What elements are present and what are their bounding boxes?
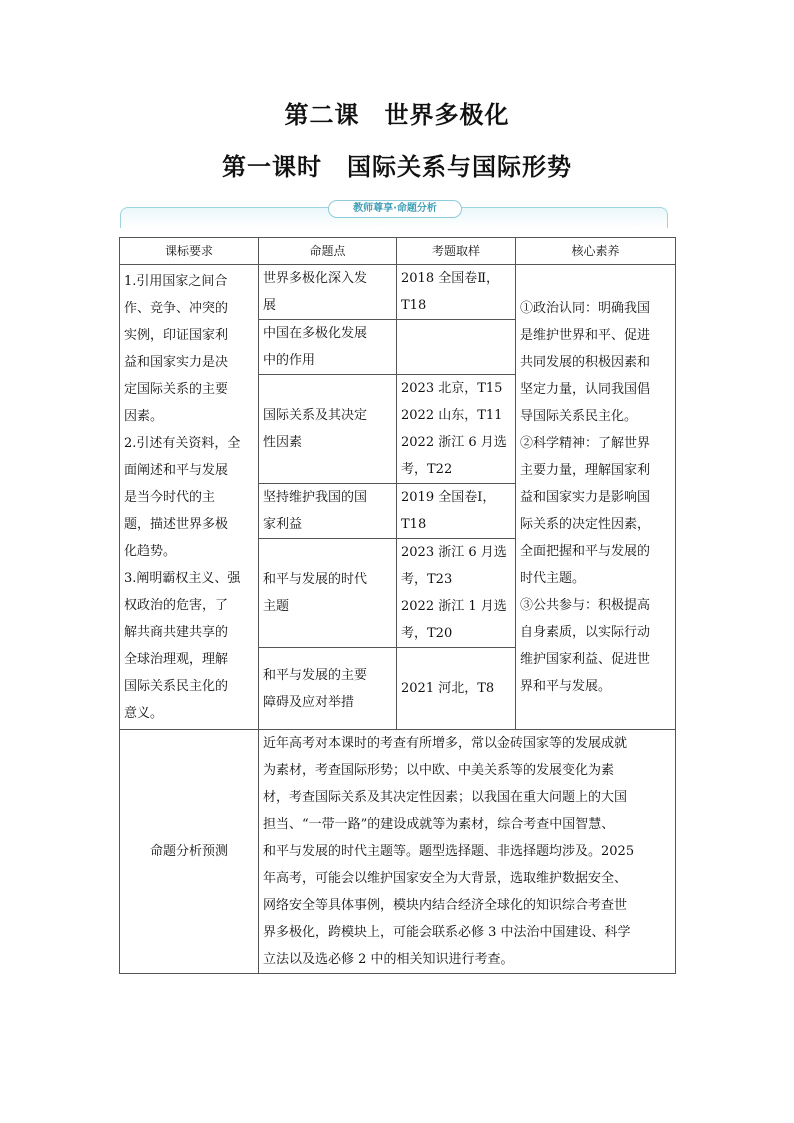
point-cell <box>259 484 397 539</box>
analysis-label: 命题分析预测 <box>120 730 259 974</box>
point-cell <box>259 375 397 484</box>
point-cell <box>259 265 397 320</box>
literacy-line: 是维护世界和平、促进 <box>520 327 651 343</box>
literacy-line: 坚定力量，认同我国倡 <box>520 381 651 397</box>
point-line: 中的作用 <box>263 353 316 368</box>
sample-line: 考，T23 <box>401 572 453 587</box>
analysis-line: 界多极化，跨模块上，可能会联系必修 3 中法治中国建设、科学 <box>263 925 631 940</box>
literacy-line: ②科学精神：了解世界 <box>520 435 651 451</box>
point-line: 性因素 <box>263 435 303 450</box>
point-cell <box>259 648 397 730</box>
table-row <box>120 730 676 974</box>
literacy-line: 全面把握和平与发展的 <box>520 543 651 559</box>
samples-cell <box>397 484 516 539</box>
requirement-line: 意义。 <box>124 705 164 721</box>
sample-line: T18 <box>401 517 427 532</box>
samples-cell <box>397 648 516 730</box>
lesson-title: 第二课 世界多极化 <box>284 101 510 129</box>
literacy-line: 维护国家利益、促进世 <box>520 651 651 667</box>
point-line: 世界多极化深入发 <box>263 271 368 286</box>
sample-line: 2022 浙江 1 月选 <box>401 599 507 614</box>
analysis-line: 材，考查国际关系及其决定性因素；以我国在重大问题上的大国 <box>263 790 628 805</box>
sample-line: 2018 全国卷Ⅱ， <box>401 271 500 286</box>
analysis-line: 和平与发展的时代主题等。题型选择题、非选择题均涉及。2025 <box>263 844 635 859</box>
point-line: 展 <box>263 298 277 313</box>
requirement-line: 全球治理观，理解 <box>124 651 229 667</box>
point-line: 家利益 <box>263 517 303 532</box>
sample-line: 2022 浙江 6 月选 <box>401 435 507 450</box>
literacy-line: 共同发展的积极因素和 <box>520 354 651 370</box>
analysis-table <box>119 237 676 974</box>
literacy-line: 益和国家实力是影响国 <box>520 489 651 505</box>
requirement-line: 定国际关系的主要 <box>124 381 229 397</box>
samples-cell <box>397 265 516 320</box>
literacy-line: 界和平与发展。 <box>520 678 612 694</box>
sample-line: 2021 河北，T8 <box>401 681 495 696</box>
point-line: 和平与发展的时代 <box>263 572 368 587</box>
point-line: 和平与发展的主要 <box>263 667 368 683</box>
samples-cell <box>397 539 516 648</box>
samples-cell <box>397 375 516 484</box>
header-requirements: 课标要求 <box>120 238 259 265</box>
sample-line: 2023 浙江 6 月选 <box>401 545 507 560</box>
point-cell <box>259 320 397 375</box>
banner-label: 教师尊享·命题分析 <box>328 200 462 218</box>
header-literacy: 核心素养 <box>516 238 676 265</box>
requirement-line: 化趋势。 <box>124 543 177 559</box>
requirement-line: 国际关系民主化的 <box>124 678 229 694</box>
analysis-line: 为素材，考查国际形势；以中欧、中美关系等的发展变化为素 <box>263 763 615 778</box>
literacy-line: ①政治认同：明确我国 <box>520 300 651 316</box>
analysis-line: 担当、“一带一路”的建设成就等为素材，综合考查中国智慧、 <box>263 817 615 832</box>
section-title: 第一课时 国际关系与国际形势 <box>222 153 572 181</box>
requirement-line: 权政治的危害，了 <box>124 597 229 613</box>
analysis-line: 近年高考对本课时的考查有所增多，常以金砖国家等的发展成就 <box>263 736 628 751</box>
analysis-cell <box>259 730 676 974</box>
requirement-line: 实例，印证国家利 <box>124 327 229 343</box>
sample-line: 2023 北京，T15 <box>401 381 503 396</box>
header-point: 命题点 <box>259 238 397 265</box>
literacy-cell <box>516 265 676 730</box>
analysis-line: 立法以及选必修 2 中的相关知识进行考查。 <box>263 952 514 967</box>
point-line: 障碍及应对举措 <box>263 694 355 710</box>
literacy-line: 际关系的决定性因素， <box>520 516 651 532</box>
point-line: 主题 <box>263 599 290 614</box>
requirement-line: 题，描述世界多极 <box>124 516 229 532</box>
requirement-line: 因素。 <box>124 408 164 424</box>
requirement-line: 3.阐明霸权主义、强 <box>124 570 241 586</box>
header-samples: 考题取样 <box>397 238 516 265</box>
requirement-line: 解共商共建共享的 <box>124 624 229 640</box>
table-row <box>120 265 676 320</box>
sample-line: 考，T22 <box>401 462 453 477</box>
sample-line: T18 <box>401 298 427 313</box>
requirement-line: 是当今时代的主 <box>124 489 216 505</box>
analysis-line: 年高考，可能会以维护国家安全为大背景，选取维护数据安全、 <box>263 871 628 886</box>
requirement-line: 面阐述和平与发展 <box>124 462 229 478</box>
requirement-line: 作、竞争、冲突的 <box>124 300 229 316</box>
point-line: 坚持维护我国的国 <box>263 490 368 505</box>
literacy-line: ③公共参与：积极提高 <box>520 597 651 613</box>
requirements-cell <box>120 265 259 730</box>
literacy-line: 时代主题。 <box>520 570 586 586</box>
point-line: 国际关系及其决定 <box>263 408 368 423</box>
analysis-line: 网络安全等具体事例，模块内结合经济全球化的知识综合考查世 <box>263 898 628 913</box>
literacy-line: 导国际关系民主化。 <box>520 408 638 424</box>
requirement-line: 1.引用国家之间合 <box>124 273 228 289</box>
literacy-line: 主要力量，理解国家利 <box>520 462 651 478</box>
literacy-line: 自身素质，以实际行动 <box>520 624 651 640</box>
table-header-row <box>120 238 676 265</box>
point-cell <box>259 539 397 648</box>
sample-line: 2022 山东，T11 <box>401 408 503 423</box>
sample-line: 考，T20 <box>401 626 453 641</box>
samples-cell <box>397 320 516 375</box>
sample-line: 2019 全国卷Ⅰ， <box>401 490 496 505</box>
point-line: 中国在多极化发展 <box>263 326 368 341</box>
requirement-line: 2.引述有关资料，全 <box>124 435 241 451</box>
requirement-line: 益和国家实力是决 <box>124 354 229 370</box>
